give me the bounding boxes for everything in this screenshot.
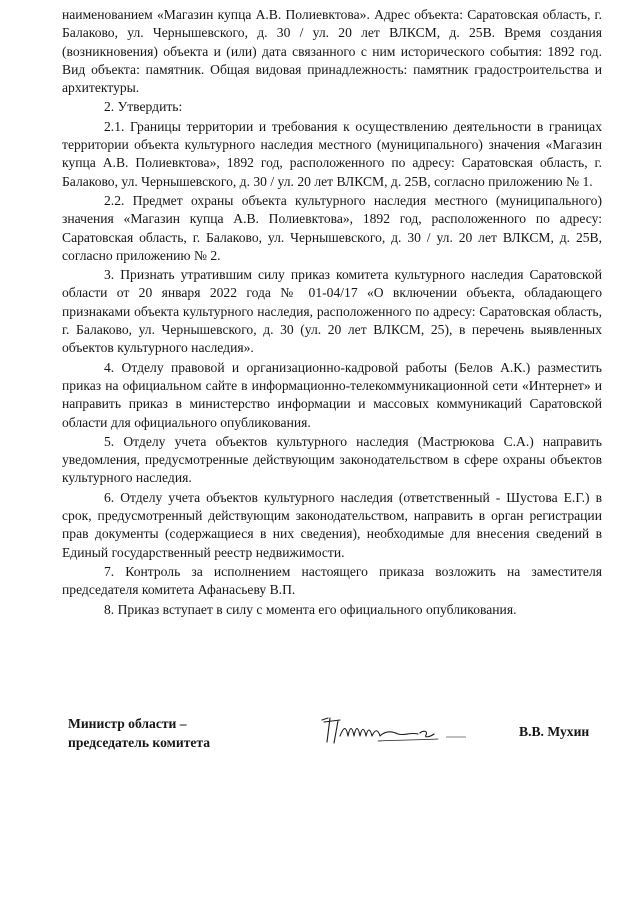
item-2-2: 2.2. Предмет охраны объекта культурного наследия местного (муниципального) значения «Магазин купца А.В. Полиевктова», 1892 год, расположенного по адресу: Саратовская область, г. Балаково, ул. Чернышевского, д. 30 / ул. 20 лет ВЛКСМ, д. 25В, согласно приложению № 2. <box>62 192 602 263</box>
item-2: 2. Утвердить: <box>104 99 183 115</box>
signatory-title-line-2: председатель комитета <box>68 735 211 750</box>
item-4: 4. Отделу правовой и организационно-кадровой работы (Белов А.К.) разместить приказ на официальном сайте в информационно-телекоммуникационной сети «Интернет» и направить приказ в министерство информации и массовых коммуникаций Саратовской области для официального опубликования. <box>62 359 602 430</box>
item-2-1: 2.1. Границы территории и требования к осуществлению деятельности в границах территории объекта культурного наследия местного (муниципального) значения «Магазин купца А.В. Полиевктова», 1892 год, расположенного по адресу: Саратовская область, г. Балаково, ул. Чернышевского, д. 30 / ул. 20 лет ВЛКСМ, д. 25В, согласно приложению № 1. <box>62 118 602 189</box>
document-body <box>62 6 602 619</box>
intro-paragraph: наименованием «Магазин купца А.В. Полиевктова». Адрес объекта: Саратовская область, г. Балаково, ул. Чернышевского, д. 30 / ул. 20 лет ВЛКСМ, д. 25В. Время создания (возникновения) объекта и (или) дата связанного с ним исторического события: 1892 год. Вид объекта: памятник. Общая видовая принадлежность: памятник градостроительства и архитектуры. <box>62 7 602 96</box>
signatory-name: В.В. Мухин <box>519 724 590 739</box>
signatory-title <box>68 714 210 752</box>
item-6: 6. Отделу учета объектов культурного наследия (ответственный - Шустова Е.Г.) в срок, предусмотренный действующим законодательством, направить в орган регистрации прав документы (содержащиеся в них сведения), необходимые для внесения сведений в Единый государственный реестр недвижимости. <box>62 489 602 560</box>
handwritten-signature <box>318 714 468 748</box>
item-8: 8. Приказ вступает в силу с момента его официального опубликования. <box>104 601 517 617</box>
item-3: 3. Признать утратившим силу приказ комитета культурного наследия Саратовской области от 20 января 2022 года № 01-04/17 «О включении объекта, обладающего признаками объекта культурного наследия, расположенного по адресу: Саратовская область, г. Балаково, ул. Чернышевского, д. 30 (ул. 20 лет ВЛКСМ, 25), в перечень выявленных объектов культурного наследия». <box>62 267 602 356</box>
item-5: 5. Отделу учета объектов культурного наследия (Мастрюкова С.А.) направить уведомления, предусмотренные действующим законодательством в сфере охраны объектов культурного наследия. <box>62 433 602 486</box>
item-7: 7. Контроль за исполнением настоящего приказа возложить на заместителя председателя комитета Афанасьеву В.П. <box>62 563 602 598</box>
signatory-title-line-1: Министр области – <box>68 716 187 731</box>
